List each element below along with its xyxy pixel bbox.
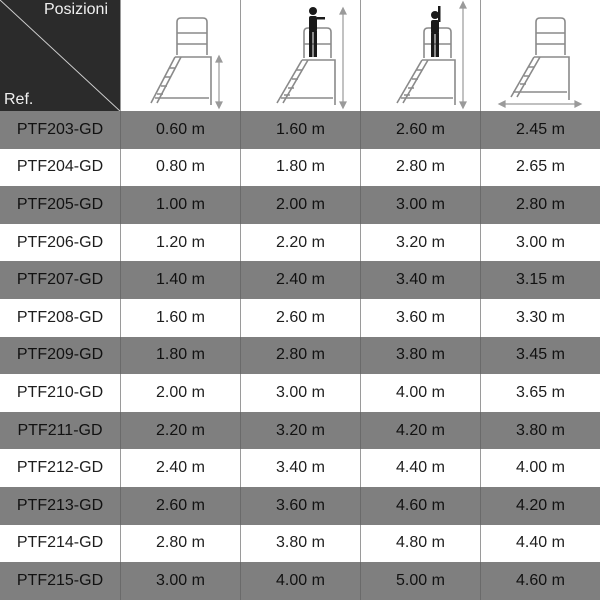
value-cell-c3: 2.80 m <box>360 149 480 187</box>
value-cell-c3: 3.40 m <box>360 261 480 299</box>
value-cell-c3: 5.00 m <box>360 562 480 600</box>
table-row <box>0 374 600 412</box>
value-cell-c3: 4.20 m <box>360 412 480 450</box>
table-row <box>0 261 600 299</box>
value-cell-c1: 2.80 m <box>120 525 240 563</box>
ref-cell: PTF212-GD <box>16 459 104 477</box>
value-cell-c1: 2.40 m <box>120 449 240 487</box>
table-row <box>0 525 600 563</box>
value-cell-c4: 2.45 m <box>480 111 600 149</box>
value-cell-c1: 2.60 m <box>120 487 240 525</box>
value-cell-c2: 2.20 m <box>240 224 360 262</box>
value-cell-c3: 2.60 m <box>360 111 480 149</box>
table-row <box>0 562 600 600</box>
value-cell-c2: 1.60 m <box>240 111 360 149</box>
value-cell-c4: 3.15 m <box>480 261 600 299</box>
value-cell-c3: 4.60 m <box>360 487 480 525</box>
value-cell-c2: 2.00 m <box>240 186 360 224</box>
value-cell-c1: 2.20 m <box>120 412 240 450</box>
value-cell-c4: 4.20 m <box>480 487 600 525</box>
ref-cell: PTF210-GD <box>16 383 104 401</box>
ref-cell: PTF208-GD <box>16 308 104 326</box>
value-cell-c3: 3.20 m <box>360 224 480 262</box>
ref-label: Ref. <box>4 91 34 108</box>
value-cell-c2: 3.00 m <box>240 374 360 412</box>
value-cell-c4: 2.65 m <box>480 149 600 187</box>
value-cell-c3: 4.00 m <box>360 374 480 412</box>
value-cell-c4: 3.30 m <box>480 299 600 337</box>
value-cell-c2: 4.00 m <box>240 562 360 600</box>
ladder-person-height-icon <box>240 0 360 111</box>
value-cell-c1: 2.00 m <box>120 374 240 412</box>
header-corner <box>0 0 120 111</box>
value-cell-c4: 4.60 m <box>480 562 600 600</box>
value-cell-c2: 3.40 m <box>240 449 360 487</box>
value-cell-c1: 1.00 m <box>120 186 240 224</box>
value-cell-c3: 3.00 m <box>360 186 480 224</box>
value-cell-c2: 2.60 m <box>240 299 360 337</box>
table-row <box>0 449 600 487</box>
ladder-base-length-icon <box>480 0 600 111</box>
value-cell-c3: 3.80 m <box>360 337 480 375</box>
value-cell-c2: 2.40 m <box>240 261 360 299</box>
value-cell-c4: 2.80 m <box>480 186 600 224</box>
value-cell-c4: 3.80 m <box>480 412 600 450</box>
value-cell-c3: 3.60 m <box>360 299 480 337</box>
value-cell-c1: 0.60 m <box>120 111 240 149</box>
table-row <box>0 111 600 149</box>
value-cell-c1: 1.40 m <box>120 261 240 299</box>
table-row <box>0 149 600 187</box>
value-cell-c1: 1.60 m <box>120 299 240 337</box>
value-cell-c4: 3.45 m <box>480 337 600 375</box>
ref-cell: PTF206-GD <box>16 233 104 251</box>
ref-cell: PTF209-GD <box>16 346 104 364</box>
positions-label: Posizioni <box>43 1 108 18</box>
table-header <box>0 0 600 111</box>
value-cell-c3: 4.80 m <box>360 525 480 563</box>
table-row <box>0 299 600 337</box>
value-cell-c4: 4.40 m <box>480 525 600 563</box>
ref-cell: PTF215-GD <box>16 571 104 589</box>
ref-cell: PTF214-GD <box>16 534 104 552</box>
ref-cell: PTF203-GD <box>16 120 104 138</box>
value-cell-c4: 3.00 m <box>480 224 600 262</box>
value-cell-c3: 4.40 m <box>360 449 480 487</box>
ladder-reach-height-icon <box>360 0 480 111</box>
table-row <box>0 412 600 450</box>
value-cell-c1: 1.20 m <box>120 224 240 262</box>
ref-cell: PTF204-GD <box>16 158 104 176</box>
value-cell-c2: 2.80 m <box>240 337 360 375</box>
value-cell-c2: 3.60 m <box>240 487 360 525</box>
table-row <box>0 337 600 375</box>
table-row <box>0 487 600 525</box>
value-cell-c1: 1.80 m <box>120 337 240 375</box>
ref-cell: PTF205-GD <box>16 195 104 213</box>
ref-cell: PTF211-GD <box>17 421 103 439</box>
table-row <box>0 186 600 224</box>
value-cell-c2: 1.80 m <box>240 149 360 187</box>
value-cell-c4: 4.00 m <box>480 449 600 487</box>
value-cell-c2: 3.20 m <box>240 412 360 450</box>
value-cell-c1: 3.00 m <box>120 562 240 600</box>
ladder-platform-height-icon <box>120 0 240 111</box>
value-cell-c1: 0.80 m <box>120 149 240 187</box>
ref-cell: PTF207-GD <box>16 271 104 289</box>
value-cell-c4: 3.65 m <box>480 374 600 412</box>
table-row <box>0 224 600 262</box>
ref-cell: PTF213-GD <box>16 496 104 514</box>
table-body <box>0 111 600 600</box>
value-cell-c2: 3.80 m <box>240 525 360 563</box>
